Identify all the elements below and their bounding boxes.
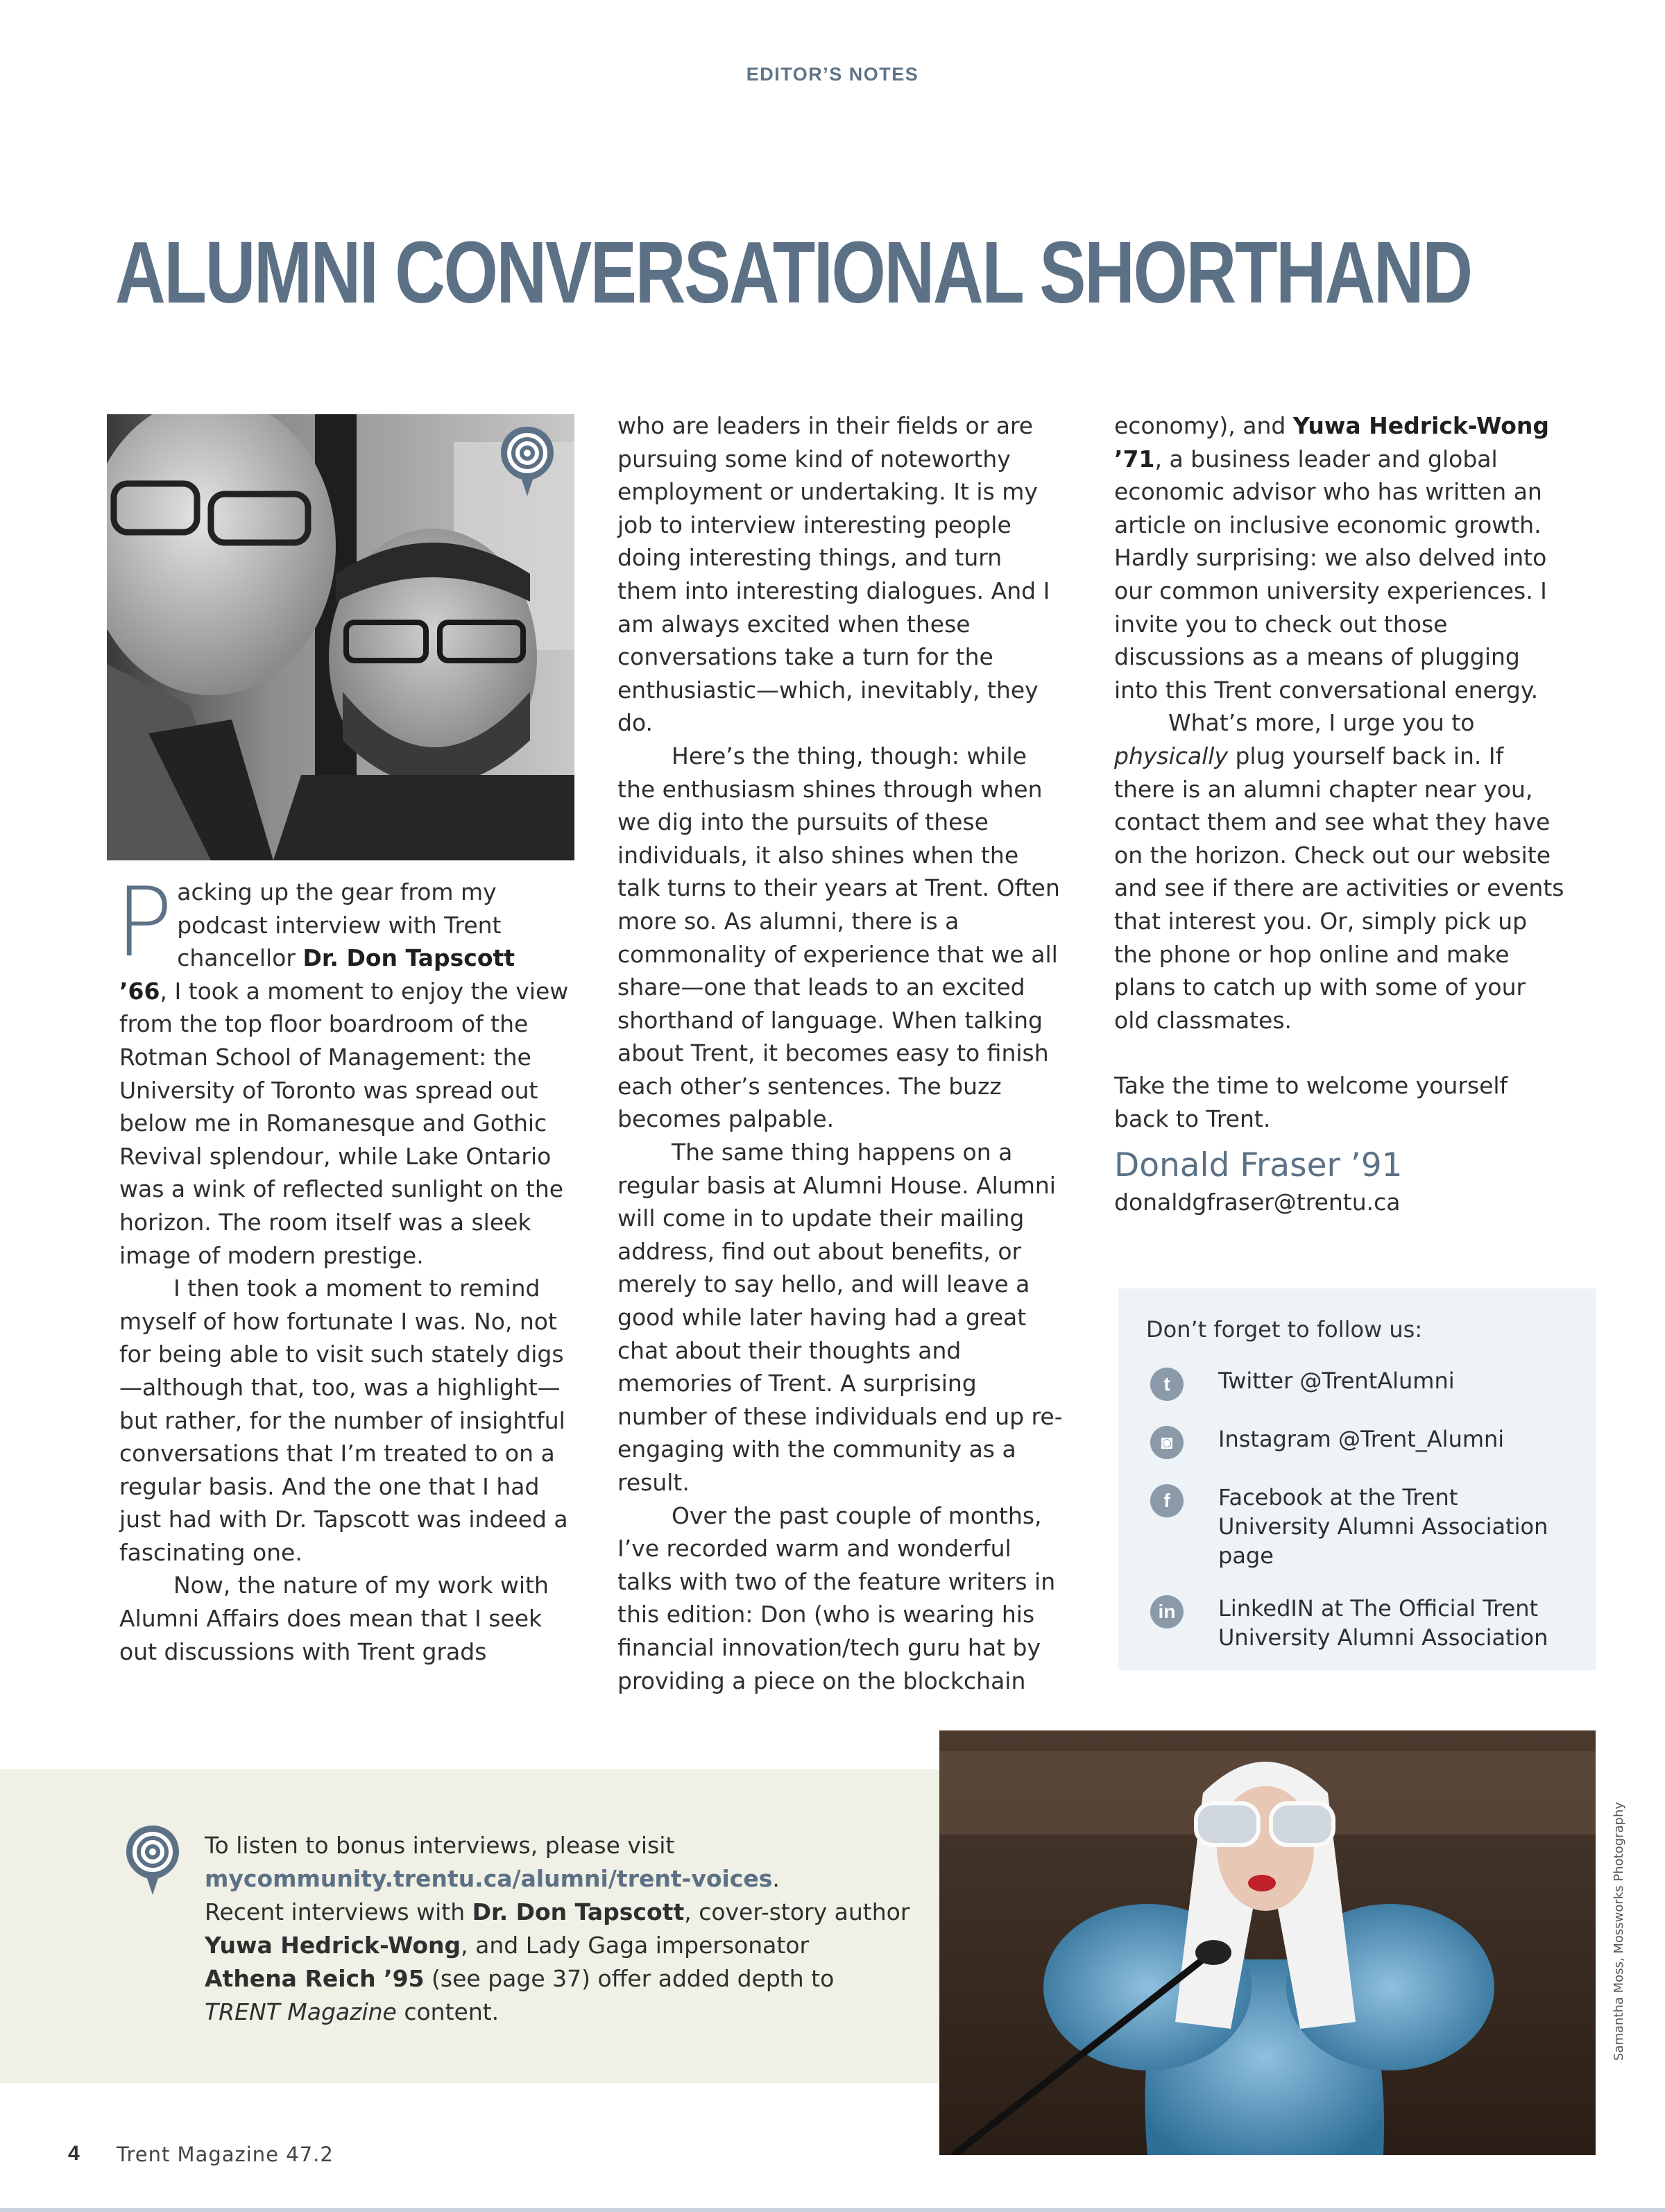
band-text: Recent interviews with	[205, 1898, 472, 1925]
paragraph-text: , a business leader and global economic advisor who has written an article on inclusive economic growth. Hardly surprising: we also delved into our common university experiences. I invite you to check out those discussions as a means of plugging into this Trent conversational energy.	[1114, 445, 1547, 704]
emphasis-text: physically	[1114, 742, 1228, 769]
photo-credit: Samantha Moss, Mossworks Photography	[1612, 1801, 1626, 2061]
article-column-1	[115, 867, 570, 1668]
person-name: Athena Reich ’95	[205, 1965, 425, 1992]
paragraph: who are leaders in their fields or are pursuing some kind of noteworthy employment or undertaking. It is my job to interview interesting people doing interesting things, and turn them into interesting dialogues. And I am always excited when these conversations take a turn for the enthusiastic—which, inevitably, they do.	[617, 412, 1050, 737]
instagram-icon: ◙	[1150, 1426, 1184, 1459]
bottom-rule	[0, 2208, 1665, 2212]
linkedin-icon: in	[1150, 1595, 1184, 1628]
bonus-interviews-text	[205, 1829, 926, 2029]
social-item-linkedin[interactable]	[1146, 1594, 1568, 1652]
band-line: To listen to bonus interviews, please visit	[205, 1832, 675, 1859]
social-label: Twitter @TrentAlumni	[1218, 1368, 1455, 1394]
podcast-icon	[123, 1823, 182, 1898]
social-follow-box	[1118, 1288, 1596, 1670]
paragraph-text: economy), and	[1114, 412, 1293, 439]
magazine-issue: Trent Magazine 47.2	[117, 2143, 334, 2166]
social-label: Instagram @Trent_Alumni	[1218, 1426, 1505, 1452]
band-text: , and Lady Gaga impersonator	[461, 1932, 810, 1959]
social-item-twitter[interactable]	[1146, 1366, 1568, 1401]
social-item-instagram[interactable]	[1146, 1424, 1568, 1459]
person-name: Yuwa Hedrick-Wong	[205, 1932, 461, 1959]
paragraph: Over the past couple of months, I’ve recorded warm and wonderful talks with two of the feature writers in this edition: Don (who is wearing his financial innovation/tech guru hat by providing a piece on the blockchain	[617, 1501, 1056, 1694]
drop-cap: P	[115, 867, 173, 978]
band-text: , cover-story author	[684, 1898, 910, 1925]
author-signature: Donald Fraser ’91	[1114, 1146, 1403, 1185]
paragraph-text: , I took a moment to enjoy the view from the top floor boardroom of the Rotman School of Management: the University of Toronto was spread out below me in Romanesque and Gothic Revival splendour, while Lake Ontario was a wink of reflected sunlight on the horizon. The room itself was a sleek image of modern prestige.	[119, 977, 569, 1269]
paragraph: The same thing happens on a regular basis at Alumni House. Alumni will come in to update their mailing address, find out about benefits, or merely to say hello, and will leave a good while later having had a great chat about their thoughts and memories of Trent. A surprising number of these individuals end up re-engaging with the community as a result.	[617, 1139, 1063, 1496]
paragraph: Here’s the thing, though: while the enthusiasm shines through when we dig into the pursuits of these individuals, it also shines when the talk turns to their years at Trent. Often more so. As alumni, there is a commonality of experience that we all share—one that leads to an excited shorthand of language. When talking about Trent, it becomes easy to finish each other’s sentences. The buzz becomes palpable.	[617, 742, 1060, 1133]
band-text: .	[772, 1865, 780, 1892]
article-column-2	[617, 409, 1068, 1697]
trent-voices-link[interactable]: mycommunity.trentu.ca/alumni/trent-voices	[205, 1865, 773, 1892]
band-text: (see page 37) offer added depth to	[424, 1965, 835, 1992]
paragraph: Now, the nature of my work with Alumni Affairs does mean that I seek out discussions with Trent grads	[119, 1572, 549, 1665]
facebook-icon: f	[1150, 1484, 1184, 1517]
paragraph: Take the time to welcome yourself back to Trent.	[1114, 1072, 1508, 1132]
section-label: EDITOR’S NOTES	[746, 64, 919, 85]
podcast-icon	[498, 424, 556, 499]
paragraph-text: acking up the gear from my podcast interview with Trent chancellor	[177, 878, 502, 972]
person-name: Dr. Don Tapscott ’66	[119, 944, 515, 1005]
person-name: Dr. Don Tapscott	[472, 1898, 685, 1925]
paragraph-text: What’s more, I urge you to	[1168, 709, 1475, 737]
social-label: Facebook at the Trent University Alumni Association page	[1218, 1484, 1548, 1569]
performer-photo	[939, 1730, 1596, 2155]
paragraph: I then took a moment to remind myself of how fortunate I was. No, not for being able to visit such stately digs—although that, too, was a highlight—but rather, for the number of insightful conversations that I’m treated to on a regular basis. And the one that I had just had with Dr. Tapscott was indeed a fascinating one.	[119, 1275, 568, 1566]
social-label: LinkedIN at The Official Trent University Alumni Association	[1218, 1595, 1548, 1651]
magazine-name: TRENT Magazine	[205, 1998, 397, 2025]
social-item-facebook[interactable]	[1146, 1483, 1568, 1570]
twitter-icon: t	[1150, 1368, 1184, 1401]
author-email[interactable]: donaldgfraser@trentu.ca	[1114, 1189, 1401, 1216]
follow-title: Don’t forget to follow us:	[1146, 1316, 1423, 1343]
paragraph-text: plug yourself back in. If there is an alumni chapter near you, contact them and see what they have on the horizon. Check out our website and see if there are activities or events that interest you. Or, simply pick up the phone or hop online and make plans to catch up with some of your old classmates.	[1114, 742, 1564, 1034]
article-column-3	[1114, 409, 1565, 1218]
person-name: Yuwa Hedrick-Wong ’71	[1114, 412, 1550, 473]
page-title: ALUMNI CONVERSATIONAL SHORTHAND	[115, 223, 1471, 321]
band-text: content.	[396, 1998, 500, 2025]
page-number: 4	[68, 2142, 80, 2165]
